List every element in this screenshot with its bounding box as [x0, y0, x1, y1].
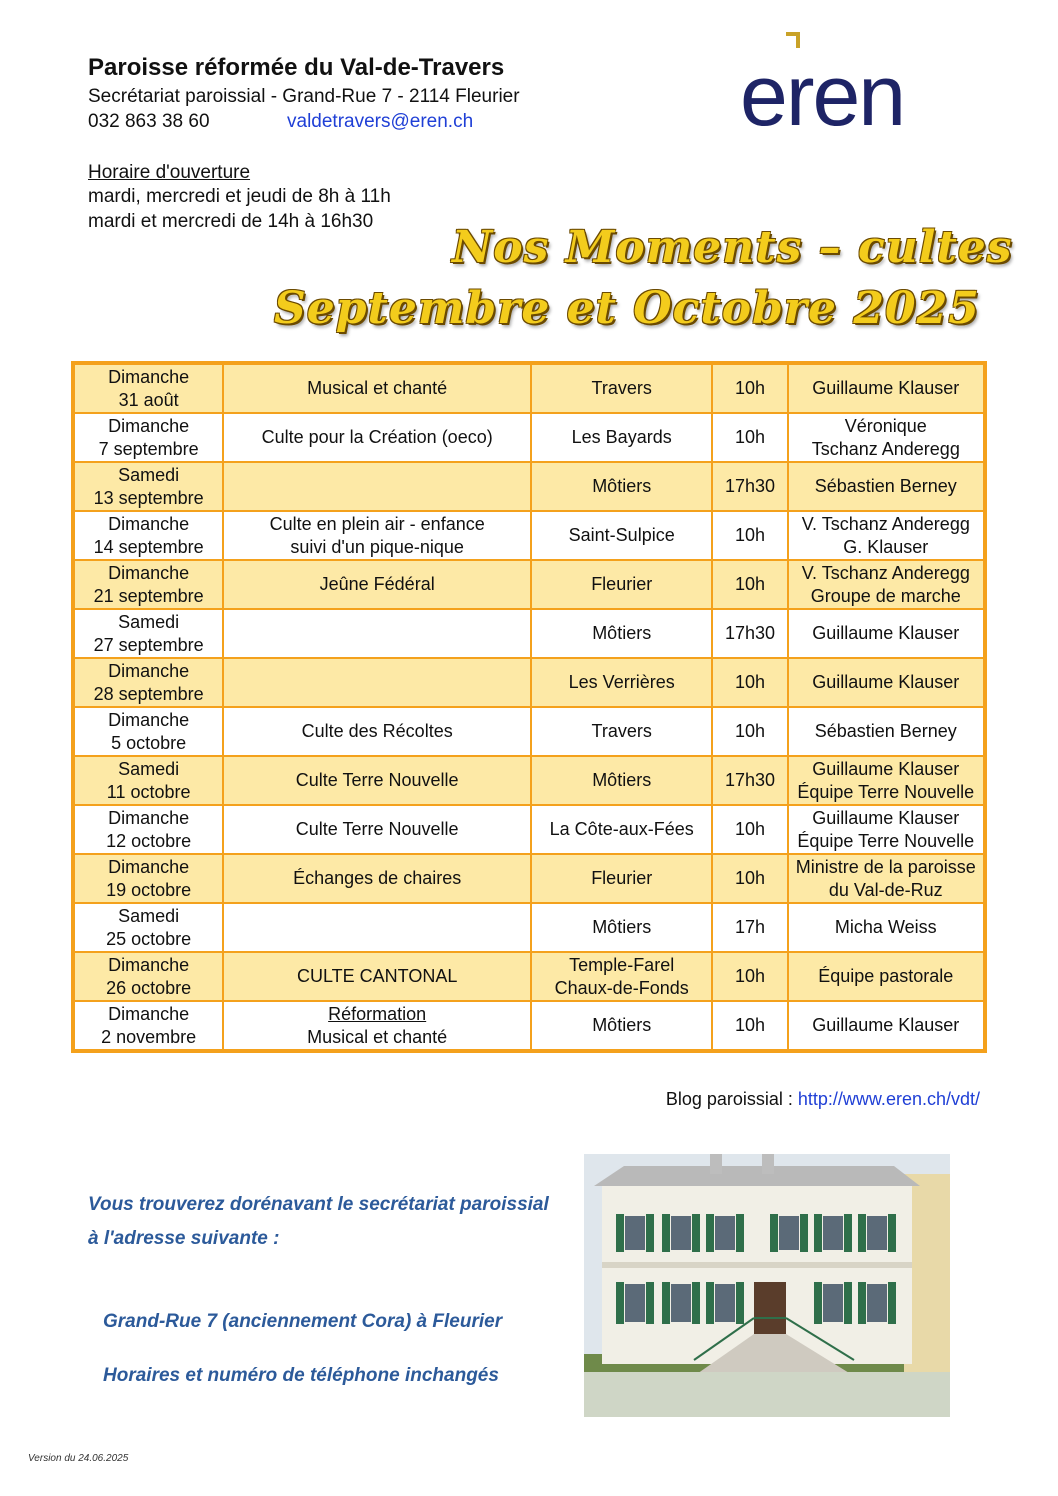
location-place1: Les Verrières — [568, 672, 675, 692]
time-cell — [712, 462, 787, 511]
event-cell — [223, 805, 531, 854]
header-email-link[interactable]: valdetravers@eren.ch — [287, 111, 474, 132]
event-cell — [223, 560, 531, 609]
date-date: 7 septembre — [98, 438, 199, 459]
officiant-lead1: Guillaume Klauser — [812, 672, 960, 692]
notice-line4: Horaires et numéro de téléphone inchangés — [103, 1365, 499, 1386]
table-row — [73, 1001, 985, 1051]
location-cell — [531, 952, 712, 1001]
date-date: 27 septembre — [93, 634, 204, 655]
time-cell — [712, 658, 787, 707]
table-row — [73, 413, 985, 462]
date-cell — [73, 805, 223, 854]
officiant-cell — [788, 511, 985, 560]
officiant-lead1: Équipe pastorale — [818, 966, 954, 986]
secretariat-building-photo — [584, 1154, 950, 1417]
officiant-lead1: Guillaume Klauser — [812, 807, 960, 828]
date-day: Dimanche — [108, 415, 190, 436]
location-place1: Saint-Sulpice — [568, 525, 675, 545]
officiant-lead2: Groupe de marche — [810, 585, 961, 606]
version-note: Version du 24.06.2025 — [28, 1453, 129, 1464]
time-cell — [712, 363, 787, 413]
blog-line — [666, 1089, 980, 1110]
event-cell — [223, 462, 531, 511]
date-day: Dimanche — [108, 954, 190, 975]
officiant-cell — [788, 1001, 985, 1051]
event-title1: CULTE CANTONAL — [296, 966, 458, 986]
time-cell — [712, 854, 787, 903]
header-phone: 032 863 38 60 — [88, 111, 210, 132]
event-cell — [223, 609, 531, 658]
officiant-lead1: Guillaume Klauser — [812, 758, 960, 779]
date-date: 5 octobre — [111, 732, 187, 753]
event-title1: Culte en plein air - enfance — [269, 513, 485, 534]
date-day: Dimanche — [108, 709, 190, 730]
eren-logo — [740, 30, 955, 130]
schedule-body — [73, 363, 985, 1051]
event-cell — [223, 854, 531, 903]
officiant-cell — [788, 609, 985, 658]
eren-logo-text: eren — [740, 48, 905, 130]
table-row — [73, 805, 985, 854]
time-time: 17h — [734, 917, 765, 937]
table-row — [73, 560, 985, 609]
location-place1: Môtiers — [592, 770, 652, 790]
date-day: Samedi — [118, 758, 180, 779]
officiant-lead1: Véronique — [844, 415, 927, 436]
date-cell — [73, 511, 223, 560]
date-day: Samedi — [118, 464, 180, 485]
event-cell — [223, 952, 531, 1001]
date-day: Dimanche — [108, 562, 190, 583]
header-address: Secrétariat paroissial - Grand-Rue 7 - 2114 Fleurier — [88, 86, 520, 107]
location-cell — [531, 805, 712, 854]
date-cell — [73, 952, 223, 1001]
table-row — [73, 511, 985, 560]
date-day: Samedi — [118, 611, 180, 632]
location-cell — [531, 903, 712, 952]
date-day: Dimanche — [108, 807, 190, 828]
location-place1: Môtiers — [592, 476, 652, 496]
event-cell — [223, 756, 531, 805]
table-row — [73, 609, 985, 658]
event-title1: Culte Terre Nouvelle — [295, 819, 459, 839]
location-place1: La Côte-aux-Fées — [549, 819, 694, 839]
officiant-cell — [788, 805, 985, 854]
table-row — [73, 756, 985, 805]
officiant-cell — [788, 560, 985, 609]
officiant-cell — [788, 462, 985, 511]
time-cell — [712, 560, 787, 609]
officiant-lead1: Guillaume Klauser — [812, 378, 960, 398]
time-time: 10h — [734, 427, 765, 447]
officiant-lead1: Sébastien Berney — [814, 721, 957, 741]
location-place2: Chaux-de-Fonds — [554, 977, 689, 998]
event-title2: Musical et chanté — [307, 1026, 448, 1047]
officiant-cell — [788, 756, 985, 805]
date-date: 14 septembre — [93, 536, 204, 557]
location-cell — [531, 756, 712, 805]
event-title1: Culte des Récoltes — [301, 721, 453, 741]
officiant-lead2: Équipe Terre Nouvelle — [797, 781, 975, 802]
event-cell — [223, 363, 531, 413]
event-title2: suivi d'un pique-nique — [290, 536, 464, 557]
officiant-cell — [788, 413, 985, 462]
date-cell — [73, 413, 223, 462]
location-cell — [531, 658, 712, 707]
location-place1: Travers — [591, 378, 652, 398]
location-cell — [531, 560, 712, 609]
officiant-cell — [788, 854, 985, 903]
officiant-lead1: Guillaume Klauser — [812, 1015, 960, 1035]
date-cell — [73, 560, 223, 609]
officiant-cell — [788, 707, 985, 756]
time-time: 10h — [734, 525, 765, 545]
location-place1: Travers — [591, 721, 652, 741]
blog-label: Blog paroissial : — [665, 1089, 798, 1109]
location-cell — [531, 1001, 712, 1051]
table-row — [73, 658, 985, 707]
banner-title: Nos Moments – cultes — [452, 222, 1013, 273]
table-row — [73, 707, 985, 756]
date-day: Dimanche — [108, 366, 190, 387]
header-title: Paroisse réformée du Val-de-Travers — [88, 54, 505, 81]
date-cell — [73, 1001, 223, 1051]
event-cell — [223, 903, 531, 952]
event-cell — [223, 658, 531, 707]
time-cell — [712, 609, 787, 658]
opening-hours-line2: mardi et mercredi de 14h à 16h30 — [88, 211, 374, 232]
location-place1: Môtiers — [592, 623, 652, 643]
officiant-cell — [788, 363, 985, 413]
date-date: 13 septembre — [93, 487, 204, 508]
date-cell — [73, 903, 223, 952]
officiant-lead1: V. Tschanz Anderegg — [801, 513, 970, 534]
table-row — [73, 462, 985, 511]
opening-hours-line1: mardi, mercredi et jeudi de 8h à 11h — [88, 186, 391, 207]
date-date: 31 août — [118, 389, 179, 410]
time-cell — [712, 805, 787, 854]
officiant-cell — [788, 658, 985, 707]
location-cell — [531, 854, 712, 903]
officiant-lead1: Guillaume Klauser — [812, 623, 960, 643]
date-date: 26 octobre — [106, 977, 192, 998]
time-cell — [712, 952, 787, 1001]
location-cell — [531, 413, 712, 462]
officiant-lead1: V. Tschanz Anderegg — [801, 562, 970, 583]
time-cell — [712, 756, 787, 805]
location-place1: Môtiers — [592, 1015, 652, 1035]
banner-subtitle: Septembre et Octobre 2025 — [274, 283, 980, 334]
officiant-lead2: G. Klauser — [843, 536, 929, 557]
location-cell — [531, 609, 712, 658]
time-time: 17h30 — [724, 623, 775, 643]
officiant-cell — [788, 903, 985, 952]
location-cell — [531, 707, 712, 756]
officiant-lead1: Micha Weiss — [834, 917, 937, 937]
date-date: 28 septembre — [93, 683, 204, 704]
date-cell — [73, 854, 223, 903]
table-row — [73, 854, 985, 903]
location-place1: Fleurier — [591, 868, 653, 888]
time-time: 10h — [734, 868, 765, 888]
location-cell — [531, 511, 712, 560]
location-place1: Les Bayards — [571, 427, 672, 447]
time-cell — [712, 903, 787, 952]
event-title1: Musical et chanté — [307, 378, 448, 398]
date-date: 12 octobre — [106, 830, 192, 851]
date-day: Dimanche — [108, 1003, 190, 1024]
officiant-cell — [788, 952, 985, 1001]
officiant-lead1: Sébastien Berney — [814, 476, 957, 496]
event-title1: Jeûne Fédéral — [319, 574, 435, 594]
schedule-table — [71, 361, 987, 1053]
event-cell — [223, 413, 531, 462]
date-date: 19 octobre — [106, 879, 192, 900]
blog-url-link[interactable]: http://www.eren.ch/vdt/ — [797, 1089, 980, 1109]
event-title1: Culte Terre Nouvelle — [295, 770, 459, 790]
date-day: Dimanche — [108, 513, 190, 534]
time-time: 10h — [734, 378, 765, 398]
date-cell — [73, 756, 223, 805]
location-place1: Fleurier — [591, 574, 653, 594]
date-cell — [73, 658, 223, 707]
time-cell — [712, 707, 787, 756]
opening-hours-title: Horaire d'ouverture — [88, 162, 251, 183]
date-cell — [73, 462, 223, 511]
event-cell — [223, 1001, 531, 1051]
time-time: 10h — [734, 966, 765, 986]
time-time: 17h30 — [724, 476, 775, 496]
table-row — [73, 363, 985, 413]
officiant-lead1: Ministre de la paroisse — [795, 856, 976, 877]
date-cell — [73, 363, 223, 413]
officiant-lead2: du Val-de-Ruz — [828, 879, 943, 900]
notice-line3: Grand-Rue 7 (anciennement Cora) à Fleurier — [103, 1311, 503, 1332]
event-cell — [223, 511, 531, 560]
time-time: 10h — [734, 1015, 765, 1035]
officiant-lead2: Équipe Terre Nouvelle — [797, 830, 975, 851]
date-date: 25 octobre — [106, 928, 192, 949]
location-cell — [531, 462, 712, 511]
time-cell — [712, 511, 787, 560]
time-time: 10h — [734, 672, 765, 692]
time-time: 10h — [734, 574, 765, 594]
time-time: 17h30 — [724, 770, 775, 790]
notice-line2: à l'adresse suivante : — [88, 1228, 280, 1249]
location-cell — [531, 363, 712, 413]
time-cell — [712, 413, 787, 462]
time-time: 10h — [734, 721, 765, 741]
event-title1: Échanges de chaires — [293, 868, 462, 888]
time-cell — [712, 1001, 787, 1051]
event-title1: Réformation — [328, 1003, 427, 1024]
table-row — [73, 952, 985, 1001]
date-date: 11 octobre — [106, 781, 191, 802]
date-date: 21 septembre — [93, 585, 204, 606]
event-title1: Culte pour la Création (oeco) — [261, 427, 493, 447]
officiant-lead2: Tschanz Anderegg — [811, 438, 960, 459]
date-day: Dimanche — [108, 660, 190, 681]
location-place1: Temple-Farel — [569, 954, 675, 975]
date-cell — [73, 609, 223, 658]
date-date: 2 novembre — [101, 1026, 197, 1047]
location-place1: Môtiers — [592, 917, 652, 937]
table-row — [73, 903, 985, 952]
notice-line1: Vous trouverez dorénavant le secrétariat paroissial — [88, 1194, 549, 1215]
date-cell — [73, 707, 223, 756]
time-time: 10h — [734, 819, 765, 839]
event-cell — [223, 707, 531, 756]
date-day: Dimanche — [108, 856, 190, 877]
date-day: Samedi — [118, 905, 180, 926]
